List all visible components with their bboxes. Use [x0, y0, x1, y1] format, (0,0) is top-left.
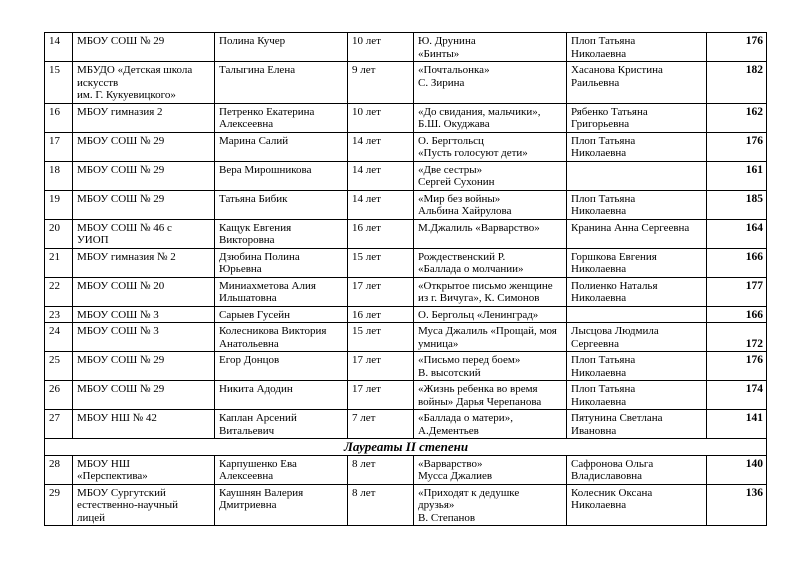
age-cell: 10 лет — [348, 33, 414, 62]
age-cell: 17 лет — [348, 277, 414, 306]
cell-line: Николаевна — [571, 366, 627, 379]
cell-line: Григорьевна — [571, 118, 630, 130]
cell-line: М.Джалиль «Варварство» — [418, 221, 540, 234]
table-row — [45, 248, 767, 277]
cell-line: «Почтальонка» — [418, 64, 490, 76]
participant-name-cell — [215, 352, 348, 381]
cell-line: Ивановна — [571, 424, 617, 437]
cell-line: искусств — [77, 76, 119, 89]
teacher-cell — [567, 219, 707, 248]
cell-line: Николаевна — [571, 499, 627, 511]
cell-line: «Мир без войны» — [418, 192, 501, 205]
row-number-cell: 22 — [45, 277, 73, 306]
cell-line: Рождественский Р. — [418, 250, 506, 263]
cell-line: Пятунина Светлана — [571, 412, 663, 424]
row-number-cell: 21 — [45, 248, 73, 277]
cell-line: Муса Джалиль «Прощай, моя — [418, 325, 557, 337]
row-number-cell: 18 — [45, 161, 73, 190]
work-title-cell — [414, 161, 567, 190]
row-number-cell: 15 — [45, 62, 73, 104]
work-title-cell — [414, 277, 567, 306]
work-title-cell — [414, 219, 567, 248]
cell-line: естественно-научный — [77, 499, 179, 511]
cell-line: Кранина Анна Сергеевна — [571, 221, 690, 234]
age-cell: 14 лет — [348, 132, 414, 161]
work-title-cell — [414, 381, 567, 410]
age-cell: 8 лет — [348, 455, 414, 484]
school-cell — [73, 484, 215, 526]
teacher-cell — [567, 132, 707, 161]
score-cell: 176 — [707, 33, 767, 62]
table-row — [45, 33, 767, 62]
cell-line: Плоп Татьяна — [571, 134, 636, 147]
cell-line: Владиславовна — [571, 470, 643, 482]
school-cell — [73, 161, 215, 190]
cell-line: Сарыев Гусейн — [219, 308, 291, 321]
cell-line: Николаевна — [571, 292, 627, 304]
cell-line: Никита Адодин — [219, 383, 293, 395]
cell-line: В. высотский — [418, 366, 481, 379]
cell-line: Миниахметова Алия — [219, 279, 316, 292]
participant-name-cell — [215, 132, 348, 161]
cell-line: Егор Донцов — [219, 354, 280, 366]
score-cell: 174 — [707, 381, 767, 410]
cell-line: «Баллада о молчании» — [418, 263, 524, 275]
cell-line: Колесникова Виктория — [219, 325, 327, 337]
age-cell: 17 лет — [348, 352, 414, 381]
row-number-cell: 23 — [45, 306, 73, 323]
cell-line: МБОУ Сургутский — [77, 486, 166, 499]
row-number-cell: 27 — [45, 410, 73, 439]
participant-name-cell — [215, 306, 348, 323]
cell-line: МБОУ НШ — [77, 457, 130, 470]
cell-line: «Жизнь ребенка во время — [418, 383, 538, 395]
cell-line: «Варварство» — [418, 457, 483, 470]
cell-line: Каушнян Валерия — [219, 486, 304, 499]
cell-line: Николаевна — [571, 47, 627, 60]
cell-line: МБОУ СОШ № 29 — [77, 35, 165, 47]
score-cell: 177 — [707, 277, 767, 306]
row-number-cell: 20 — [45, 219, 73, 248]
school-cell — [73, 323, 215, 352]
table-row — [45, 484, 767, 526]
cell-line — [571, 309, 703, 322]
teacher-cell — [567, 190, 707, 219]
age-cell: 17 лет — [348, 381, 414, 410]
row-number-cell: 16 — [45, 103, 73, 132]
cell-line: Кащук Евгения — [219, 221, 292, 234]
cell-line: Лысцова Людмила — [571, 325, 659, 337]
teacher-cell — [567, 381, 707, 410]
age-cell: 8 лет — [348, 484, 414, 526]
row-number-cell: 29 — [45, 484, 73, 526]
cell-line: А.Дементьев — [418, 424, 479, 437]
cell-line: МБОУ СОШ № 46 с — [77, 221, 172, 234]
table-row — [45, 103, 767, 132]
cell-line: «Открытое письмо женщине — [418, 279, 553, 292]
cell-line: Карпушенко Ева — [219, 457, 297, 470]
cell-line: лицей — [77, 511, 106, 524]
school-cell — [73, 352, 215, 381]
participant-name-cell — [215, 410, 348, 439]
school-cell — [73, 103, 215, 132]
school-cell — [73, 306, 215, 323]
cell-line: Алексеевна — [219, 470, 274, 482]
teacher-cell — [567, 323, 707, 352]
cell-line: «До свидания, мальчики», — [418, 105, 541, 118]
cell-line: Хасанова Кристина — [571, 64, 663, 76]
cell-line: Мусса Джалиев — [418, 470, 493, 482]
row-number-cell: 28 — [45, 455, 73, 484]
participant-name-cell — [215, 484, 348, 526]
school-cell — [73, 248, 215, 277]
cell-line: Николаевна — [571, 147, 627, 159]
score-cell: 161 — [707, 161, 767, 190]
participant-name-cell — [215, 323, 348, 352]
school-cell — [73, 33, 215, 62]
section-title: Лауреаты II степени — [45, 439, 767, 456]
cell-line: МБОУ СОШ № 3 — [77, 325, 159, 337]
cell-line: МБОУ СОШ № 29 — [77, 354, 165, 366]
cell-line: Николаевна — [571, 205, 627, 217]
cell-line: Талыгина Елена — [219, 64, 296, 76]
age-cell: 14 лет — [348, 190, 414, 219]
school-cell — [73, 381, 215, 410]
score-cell: 166 — [707, 306, 767, 323]
age-cell: 16 лет — [348, 219, 414, 248]
cell-line: Вера Мирошникова — [219, 163, 312, 176]
cell-line: МБОУ СОШ № 3 — [77, 308, 159, 321]
row-number-cell: 26 — [45, 381, 73, 410]
row-number-cell: 17 — [45, 132, 73, 161]
cell-line: «Бинты» — [418, 47, 460, 60]
row-number-cell: 14 — [45, 33, 73, 62]
work-title-cell — [414, 103, 567, 132]
cell-line: В. Степанов — [418, 511, 476, 524]
cell-line: МБОУ гимназия № 2 — [77, 250, 176, 263]
cell-line: умница» — [418, 337, 459, 350]
participant-name-cell — [215, 455, 348, 484]
participant-name-cell — [215, 219, 348, 248]
cell-line: «Две сестры» — [418, 163, 483, 176]
score-cell: 136 — [707, 484, 767, 526]
cell-line: Дмитриевна — [219, 499, 277, 511]
score-cell: 185 — [707, 190, 767, 219]
table-row — [45, 381, 767, 410]
school-cell — [73, 410, 215, 439]
table-row — [45, 352, 767, 381]
work-title-cell — [414, 306, 567, 323]
score-cell: 172 — [707, 323, 767, 352]
cell-line: МБОУ гимназия 2 — [77, 105, 163, 118]
cell-line: С. Зирина — [418, 76, 465, 89]
participant-name-cell — [215, 277, 348, 306]
cell-line: МБУДО «Детская школа — [77, 64, 193, 76]
age-cell: 16 лет — [348, 306, 414, 323]
cell-line: «Пусть голосуют дети» — [418, 147, 528, 159]
score-cell: 162 — [707, 103, 767, 132]
work-title-cell — [414, 352, 567, 381]
cell-line: друзья» — [418, 499, 455, 511]
table-row — [45, 323, 767, 352]
cell-line: Полина Кучер — [219, 35, 286, 47]
row-number-cell: 25 — [45, 352, 73, 381]
table-row — [45, 132, 767, 161]
school-cell — [73, 219, 215, 248]
row-number-cell: 19 — [45, 190, 73, 219]
cell-line: О. Бергтольсц — [418, 134, 484, 147]
teacher-cell — [567, 455, 707, 484]
work-title-cell — [414, 62, 567, 104]
participant-name-cell — [215, 161, 348, 190]
cell-line: Колесник Оксана — [571, 486, 653, 499]
table-row — [45, 161, 767, 190]
cell-line: Плоп Татьяна — [571, 354, 636, 366]
cell-line: «Письмо перед боем» — [418, 354, 521, 366]
cell-line: Сафронова Ольга — [571, 457, 654, 470]
teacher-cell — [567, 103, 707, 132]
cell-line: МБОУ СОШ № 20 — [77, 279, 165, 292]
work-title-cell — [414, 410, 567, 439]
cell-line: Витальевич — [219, 424, 275, 437]
cell-line: «Перспектива» — [77, 470, 148, 482]
cell-line: Татьяна Бибик — [219, 192, 288, 205]
age-cell: 14 лет — [348, 161, 414, 190]
teacher-cell — [567, 484, 707, 526]
cell-line: Алексеевна — [219, 118, 274, 130]
cell-line: Николаевна — [571, 263, 627, 275]
cell-line: Ильшатовна — [219, 292, 277, 304]
cell-line: Сергей Сухонин — [418, 176, 495, 188]
score-cell: 140 — [707, 455, 767, 484]
age-cell: 9 лет — [348, 62, 414, 104]
work-title-cell — [414, 484, 567, 526]
cell-line: Раильевна — [571, 76, 620, 89]
teacher-cell — [567, 306, 707, 323]
score-cell: 164 — [707, 219, 767, 248]
cell-line: МБОУ СОШ № 29 — [77, 192, 165, 205]
cell-line: Б.Ш. Окуджава — [418, 118, 490, 130]
teacher-cell — [567, 161, 707, 190]
age-cell: 7 лет — [348, 410, 414, 439]
age-cell: 15 лет — [348, 323, 414, 352]
cell-line: О. Бергольц «Ленинград» — [418, 308, 539, 321]
work-title-cell — [414, 323, 567, 352]
table-row — [45, 190, 767, 219]
teacher-cell — [567, 248, 707, 277]
cell-line: МБОУ СОШ № 29 — [77, 383, 165, 395]
cell-line — [571, 164, 703, 177]
participant-name-cell — [215, 62, 348, 104]
cell-line: Сергеевна — [571, 337, 619, 350]
cell-line: Каплан Арсений — [219, 412, 297, 424]
cell-line: Альбина Хайрулова — [418, 205, 512, 217]
school-cell — [73, 132, 215, 161]
participant-name-cell — [215, 103, 348, 132]
cell-line: Ю. Друнина — [418, 35, 476, 47]
cell-line: Дзюбина Полина — [219, 250, 300, 263]
participant-name-cell — [215, 381, 348, 410]
work-title-cell — [414, 33, 567, 62]
cell-line: Петренко Екатерина — [219, 105, 315, 118]
participant-name-cell — [215, 248, 348, 277]
cell-line: Николаевна — [571, 395, 627, 408]
table-row — [45, 219, 767, 248]
table-row — [45, 306, 767, 323]
cell-line: Анатольевна — [219, 337, 279, 350]
participant-name-cell — [215, 33, 348, 62]
teacher-cell — [567, 33, 707, 62]
table-row — [45, 455, 767, 484]
cell-line: Рябенко Татьяна — [571, 105, 648, 118]
score-cell: 176 — [707, 132, 767, 161]
cell-line: УИОП — [77, 234, 109, 246]
cell-line: Марина Салий — [219, 134, 289, 147]
cell-line: Юрьевна — [219, 263, 262, 275]
school-cell — [73, 62, 215, 104]
cell-line: из г. Вичуга», К. Симонов — [418, 292, 540, 304]
cell-line: «Баллада о матери», — [418, 412, 513, 424]
participants-table — [44, 32, 767, 526]
cell-line: МБОУ СОШ № 29 — [77, 134, 165, 147]
age-cell: 15 лет — [348, 248, 414, 277]
score-cell: 166 — [707, 248, 767, 277]
work-title-cell — [414, 455, 567, 484]
school-cell — [73, 455, 215, 484]
cell-line: Плоп Татьяна — [571, 35, 636, 47]
cell-line: МБОУ НШ № 42 — [77, 412, 157, 424]
cell-line: МБОУ СОШ № 29 — [77, 163, 165, 176]
section-row — [45, 439, 767, 456]
participant-name-cell — [215, 190, 348, 219]
cell-line: Полиенко Наталья — [571, 279, 658, 292]
cell-line: войны» Дарья Черепанова — [418, 395, 542, 408]
age-cell: 10 лет — [348, 103, 414, 132]
teacher-cell — [567, 410, 707, 439]
score-cell: 182 — [707, 62, 767, 104]
teacher-cell — [567, 62, 707, 104]
school-cell — [73, 277, 215, 306]
score-cell: 176 — [707, 352, 767, 381]
cell-line: Плоп Татьяна — [571, 383, 636, 395]
teacher-cell — [567, 277, 707, 306]
work-title-cell — [414, 132, 567, 161]
row-number-cell: 24 — [45, 323, 73, 352]
work-title-cell — [414, 190, 567, 219]
work-title-cell — [414, 248, 567, 277]
score-cell: 141 — [707, 410, 767, 439]
table-row — [45, 277, 767, 306]
cell-line: Плоп Татьяна — [571, 192, 636, 205]
table-row — [45, 410, 767, 439]
table-row — [45, 62, 767, 104]
cell-line: «Приходят к дедушке — [418, 486, 520, 499]
cell-line: им. Г. Кукуевицкого» — [77, 89, 176, 101]
cell-line: Викторовна — [219, 234, 275, 246]
teacher-cell — [567, 352, 707, 381]
school-cell — [73, 190, 215, 219]
cell-line: Горшкова Евгения — [571, 250, 657, 263]
